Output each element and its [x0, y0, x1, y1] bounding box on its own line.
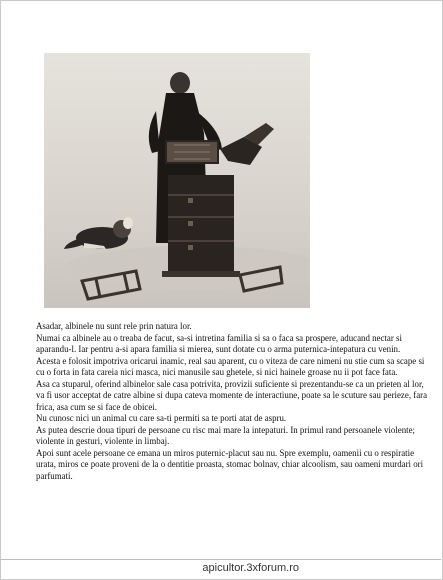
paragraph: Acesta e folosit impotriva oricarui inamic, real sau aparent, cu o viteza de care nimeni nu stie cum sa scape si cu o forta in fata careia nici masca, nici manusile sau ghetele, si nici hainele groase nu ii pot face fata.	[36, 355, 425, 377]
paragraph: Numai ca albinele au o treaba de facut, sa-si intretina familia si sa o faca sa prospere, aducand nectar si aparandu-l. Iar pentru a-si apara familia si mierea, sunt dotate cu o arma puternica-intepatura cu venin.	[36, 332, 402, 354]
paragraph: Nu cunosc nici un animal cu care sa-ti permiti sa te porti atat de aspru.	[36, 413, 287, 423]
paragraph: Asadar, albinele nu sunt rele prin natura lor.	[36, 321, 192, 331]
paragraph: Asa ca stuparul, oferind albinelor sale casa potrivita, provizii suficiente si prezentandu-se ca un prieten al lor, va fi usor acceptat de catre albine si dupa cateva momente de interactiune, poate sa le scuture sau perieze, fara frica, asa cum se si face de obicei.	[36, 378, 428, 412]
paragraph: As putea descrie doua tipuri de persoane cu risc mai mare la intepaturi. In primul rand persoanele violente; violente in gesturi, violente in limbaj.	[36, 424, 416, 446]
beehive	[162, 175, 240, 277]
paragraph: Apoi sunt acele persoane ce emana un miros puternic-placut sau nu. Spre exemplu, oamenii cu o respiratie urata, miros ce poate proveni de la o dentitie proasta, stomac bolnav, chiar alcoolism, sau oameni murdari ori parfumati.	[36, 447, 424, 481]
hive-frame	[166, 141, 218, 163]
site-link[interactable]: apicultor.3xforum.ro	[202, 562, 299, 574]
footer	[0, 559, 441, 580]
beekeeper-photo	[44, 53, 310, 308]
beekeeper-photo-drawing	[44, 53, 310, 308]
article-text	[36, 321, 434, 482]
